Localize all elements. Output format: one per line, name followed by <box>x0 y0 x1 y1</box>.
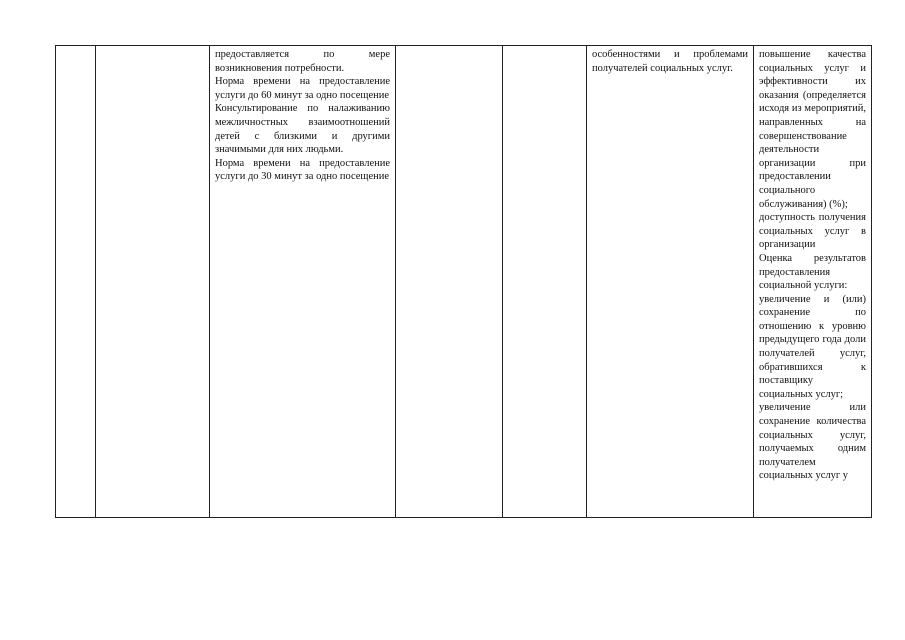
paragraph: Консультирование по налаживанию межличностных взаимоотношений детей с близкими и другими значимыми для них людьми. <box>215 103 390 156</box>
paragraph: предоставляется по мере возникновения потребности. <box>215 49 390 74</box>
paragraph: повышение качества социальных услуг и эффективности их оказания (определяется исходя из мероприятий, направленных на совершенствование деятельности организации при предоставлении социального обслуживания) (%); <box>759 49 866 210</box>
services-table <box>55 45 872 518</box>
paragraph: доступность получения социальных услуг в организации <box>759 212 866 251</box>
cell-number <box>56 46 96 518</box>
cell-service-description <box>210 46 396 518</box>
cell-tariff <box>396 46 503 518</box>
cell-service-name <box>96 46 210 518</box>
paragraph: особенностями и проблемами получателей социальных услуг. <box>592 49 748 74</box>
table-row <box>56 46 872 518</box>
paragraph: Оценка результатов предоставления социальной услуги: <box>759 252 866 292</box>
cell-conditions <box>587 46 754 518</box>
paragraph: увеличение и (или) сохранение по отношению к уровню предыдущего года доли получателей услуг, обратившихся к поставщику социальных услуг; <box>759 293 866 400</box>
paragraph: Норма времени на предоставление услуги до 60 минут за одно посещение <box>215 76 390 101</box>
paragraph: Норма времени на предоставление услуги до 30 минут за одно посещение <box>215 157 390 183</box>
paragraph: увеличение или сохранение количества социальных услуг, получаемых одним получателем социальных услуг у <box>759 402 866 482</box>
cell-quality-indicators <box>754 46 872 518</box>
cell-term <box>503 46 587 518</box>
